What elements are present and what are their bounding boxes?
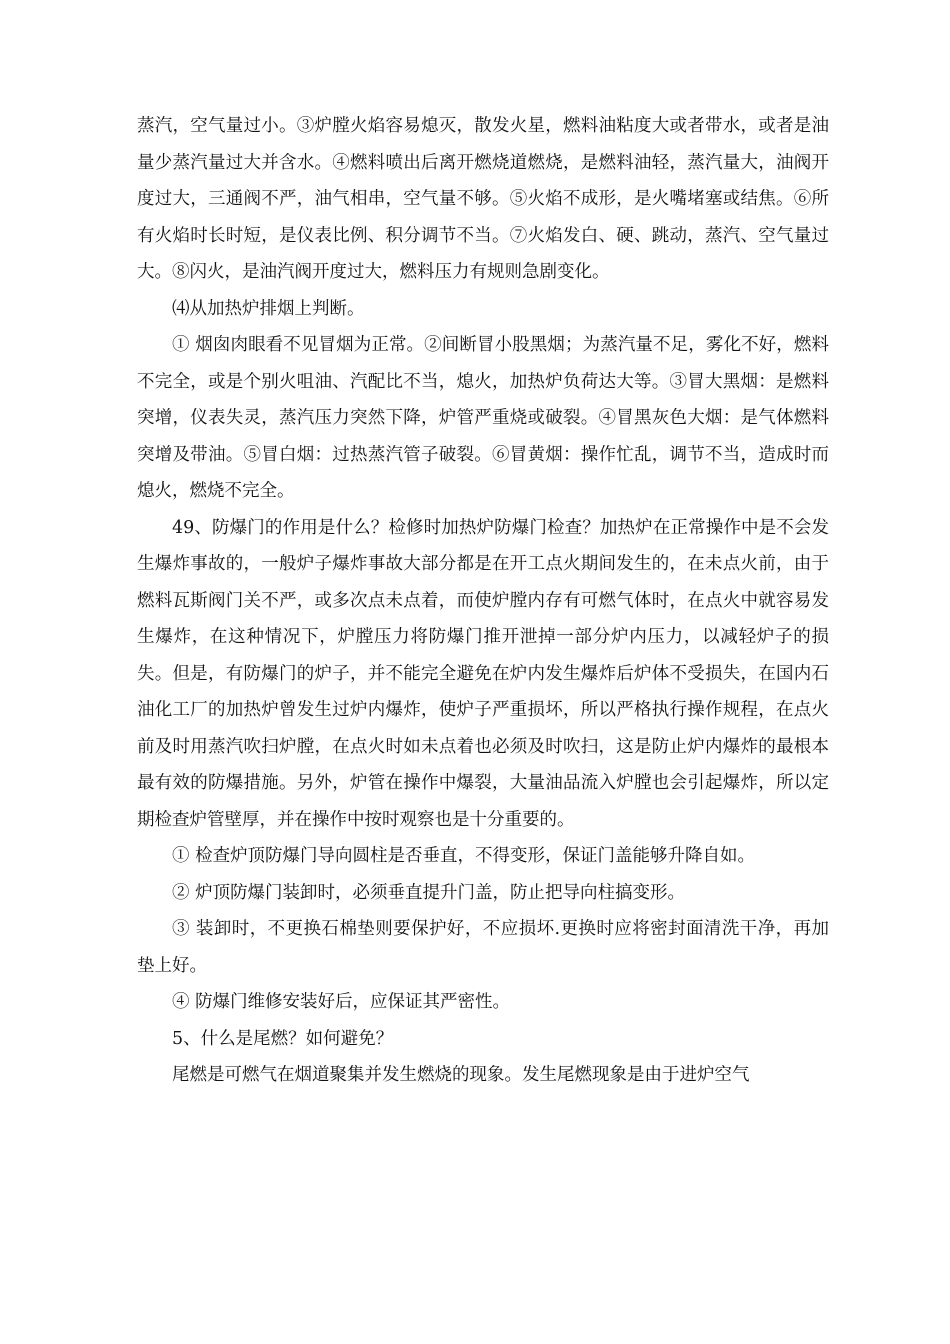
list-item-check-4: ④ 防爆门维修安装好后，应保证其严密性。 bbox=[172, 992, 511, 1012]
list-item-check-2: ② 炉顶防爆门装卸时，必须垂直提升门盖，防止把导向柱搞变形。 bbox=[172, 882, 686, 903]
paragraph-smoke-diagnosis: ① 烟囱肉眼看不见冒烟为正常。②间断冒小股黑烟；为蒸汽量不足，雾化不好，燃料不完全，或是个别火咀油、汽配比不当，熄火，加热炉负荷达大等。③冒大黑烟：是燃料突增，仪表失灵，蒸汽压力突然下降，炉管严重烧或破裂。④冒黑灰色大烟：是气体燃料突增及带油。⑤冒白烟：过热蒸汽管子破裂。⑥冒黄烟：操作忙乱，调节不当，造成时而熄火，燃烧不完全。 bbox=[137, 335, 829, 501]
list-item-check-1: ① 检查炉顶防爆门导向圆柱是否垂直，不得变形，保证门盖能够升降自如。 bbox=[172, 846, 756, 866]
document-body bbox=[137, 108, 829, 1094]
paragraph-flame-diagnosis: 蒸汽，空气量过小。③炉膛火焰容易熄灭，散发火星，燃料油粘度大或者带水，或者是油量少蒸汽量过大并含水。④燃料喷出后离开燃烧道燃烧，是燃料油轻，蒸汽量大，油阀开度过大，三通阀不严，油气相串，空气量不够。⑤火焰不成形，是火嘴堵塞或结焦。⑥所有火焰时长时短，是仪表比例、积分调节不当。⑦火焰发白、硬、跳动，蒸汽、空气量过大。⑧闪火，是油汽阀开度过大，燃料压力有规则急剧变化。 bbox=[137, 116, 829, 282]
paragraph-afterburn-answer: 尾燃是可燃气在烟道聚集并发生燃烧的现象。发生尾燃现象是由于进炉空气 bbox=[172, 1065, 750, 1085]
paragraph-smoke-heading: ⑷从加热炉排烟上判断。 bbox=[172, 298, 365, 319]
paragraph-question-5: 5、什么是尾燃？如何避免？ bbox=[172, 1028, 394, 1049]
list-item-check-3: ③ 装卸时，不更换石棉垫则要保护好，不应损坏.更换时应将密封面清洗干净，再加垫上好。 bbox=[137, 919, 829, 976]
paragraph-question-49: 49、防爆门的作用是什么？检修时加热炉防爆门检查？加热炉在正常操作中是不会发生爆炸事故的，一般炉子爆炸事故大部分都是在开工点火期间发生的，在未点火前，由于燃料瓦斯阀门关不严，或多次点未点着，而使炉膛内存有可燃气体时，在点火中就容易发生爆炸，在这种情况下，炉膛压力将防爆门推开泄掉一部分炉内压力，以减轻炉子的损失。但是，有防爆门的炉子，并不能完全避免在炉内发生爆炸后炉体不受损失，在国内石油化工厂的加热炉曾发生过炉内爆炸，使炉子严重损坏，所以严格执行操作规程，在点火前及时用蒸汽吹扫炉膛，在点火时如未点着也必须及时吹扫，这是防止炉内爆炸的最根本最有效的防爆措施。另外，炉管在操作中爆裂，大量油品流入炉膛也会引起爆炸，所以定期检查炉管壁厚，并在操作中按时观察也是十分重要的。 bbox=[137, 517, 829, 830]
